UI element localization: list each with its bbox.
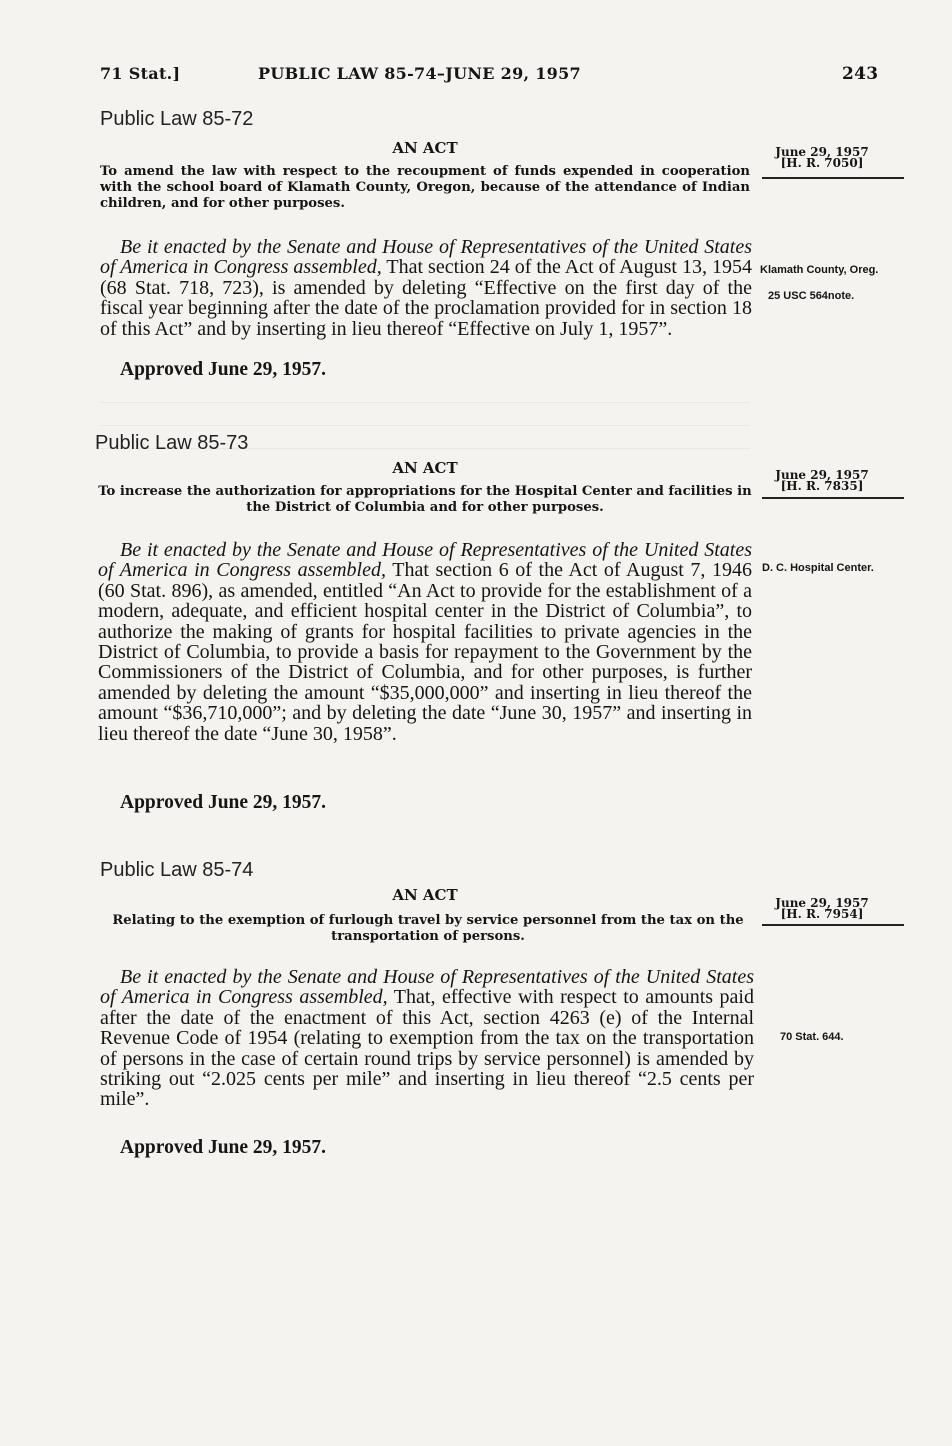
an-act-heading: AN ACT bbox=[392, 459, 458, 477]
margin-bill-number: [H. R. 7050] bbox=[780, 156, 864, 170]
margin-date-text: June 29, 1957 bbox=[775, 145, 869, 159]
enacting-clause: Be it enacted by the Senate and House of Representatives of the United States of America in Congress assembled, bbox=[98, 539, 752, 582]
running-head-title: PUBLIC LAW 85-74–JUNE 29, 1957 bbox=[258, 64, 581, 83]
margin-note-subject: D. C. Hospital Center. bbox=[762, 562, 874, 574]
margin-date-text: June 29, 1957 bbox=[775, 468, 869, 482]
approval-date: Approved June 29, 1957. bbox=[120, 792, 327, 813]
margin-bill-number: [H. R. 7835] bbox=[780, 479, 864, 493]
act-body bbox=[98, 540, 752, 744]
margin-note-citation: 25 USC 564note. bbox=[768, 290, 855, 302]
enacting-clause: Be it enacted by the Senate and House of Representatives of the United States of America in Congress assembled, bbox=[100, 236, 752, 279]
margin-rule bbox=[762, 924, 904, 926]
margin-rule bbox=[762, 497, 904, 499]
running-head-left: 71 Stat.] bbox=[100, 64, 181, 83]
approval-date: Approved June 29, 1957. bbox=[120, 1137, 327, 1158]
act-purpose: To amend the law with respect to the recoupment of funds expended in cooperation with the school board of Klamath County, Oregon, because of the attendance of Indian children, and for other purposes. bbox=[100, 164, 750, 211]
law-title: Public Law 85-73 bbox=[95, 432, 249, 454]
act-purpose: Relating to the exemption of furlough travel by service personnel from the tax on the transportation of persons. bbox=[112, 913, 744, 944]
act-body bbox=[100, 967, 754, 1110]
margin-rule bbox=[762, 177, 904, 179]
margin-date-text: June 29, 1957 bbox=[775, 896, 869, 910]
law-title: Public Law 85-74 bbox=[100, 859, 254, 881]
margin-bill-number: [H. R. 7954] bbox=[780, 907, 864, 921]
page-number: 243 bbox=[842, 64, 879, 84]
act-text: That, effective with respect to amounts paid after the date of the enactment of this Act, section 4263 (e) of the Internal Revenue Code of 1954 (relating to exemption from the tax on the transportation of persons in the case of certain round trips by service personnel) is amended by striking out “2.025 cents per mile” and inserting in lieu thereof “2.5 cents per mile”. bbox=[100, 986, 754, 1111]
act-purpose: To increase the authorization for appropriations for the Hospital Center and facilities in the District of Columbia and for other purposes. bbox=[98, 484, 752, 515]
an-act-heading: AN ACT bbox=[392, 886, 458, 904]
margin-date bbox=[752, 470, 892, 492]
margin-note-citation: 70 Stat. 644. bbox=[780, 1031, 844, 1043]
approval-date: Approved June 29, 1957. bbox=[120, 359, 327, 380]
an-act-heading: AN ACT bbox=[392, 139, 458, 157]
act-body bbox=[100, 237, 752, 339]
act-text: That section 24 of the Act of August 13, 1954 (68 Stat. 718, 723), is amended by deleting “Effective on the first day of the fiscal year beginning after the date of the proclamation provided for in section 18 of this Act” and by inserting in lieu thereof “Effective on July 1, 1957”. bbox=[100, 256, 752, 340]
act-text: That section 6 of the Act of August 7, 1946 (60 Stat. 896), as amended, entitled “An Act to provide for the establishment of a modern, adequate, and efficient hospital center in the District of Columbia”, to authorize the making of grants for hospital facilities to private agencies in the District of Columbia, to provide a basis for repayment to the Government by the Commissioners of the District of Columbia, and for other purposes, is further amended by deleting the amount “$35,000,000” and inserting in lieu thereof the amount “$36,710,000”; and by deleting the date “June 30, 1957” and inserting in lieu thereof the date “June 30, 1958”. bbox=[98, 559, 752, 745]
margin-date bbox=[752, 898, 892, 920]
enacting-clause: Be it enacted by the Senate and House of Representatives of the United States of America in Congress assembled, bbox=[100, 966, 754, 1009]
margin-note-subject: Klamath County, Oreg. bbox=[760, 264, 879, 276]
law-title: Public Law 85-72 bbox=[100, 108, 254, 130]
margin-date bbox=[752, 147, 892, 169]
